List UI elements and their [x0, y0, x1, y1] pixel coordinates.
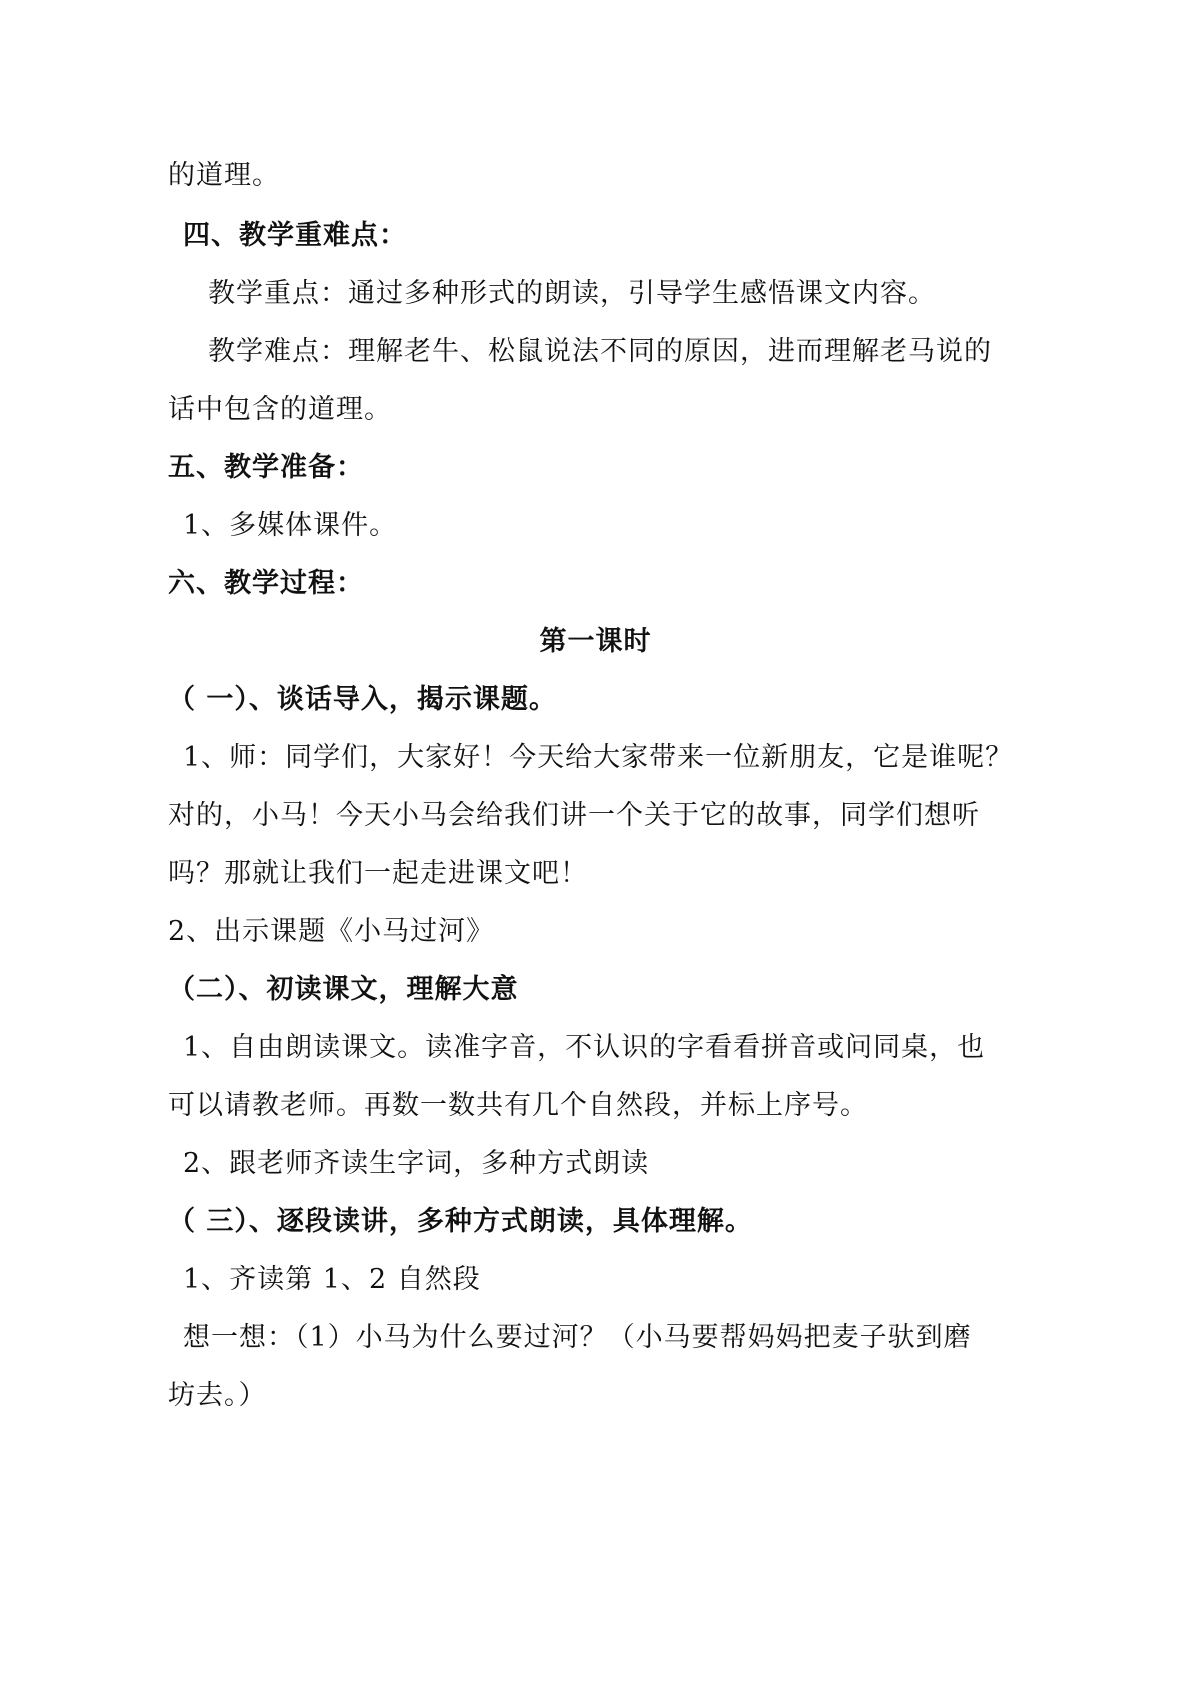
continuation-text: 的道理。 — [168, 160, 280, 191]
section-5-heading: 五、教学准备： — [168, 452, 364, 483]
teaching-focus: 教学重点：通过多种形式的朗读，引导学生感悟课文内容。 — [208, 278, 936, 309]
part-3-think-line1: 想一想：（1）小马为什么要过河？（小马要帮妈妈把麦子驮到磨 — [183, 1322, 972, 1353]
part-1-item-1-line2: 对的，小马！今天小马会给我们讲一个关于它的故事，同学们想听 — [168, 800, 980, 831]
part-3-heading: （ 三）、逐段读讲，多种方式朗读，具体理解。 — [168, 1206, 753, 1237]
part-1-item-1-line3: 吗？那就让我们一起走进课文吧！ — [168, 858, 588, 889]
part-3-item-1: 1、齐读第 1、2 自然段 — [183, 1264, 481, 1295]
section-4-heading: 四、教学重难点： — [183, 220, 407, 251]
part-1-item-1-line1: 1、师：同学们，大家好！今天给大家带来一位新朋友，它是谁呢？ — [183, 742, 1014, 773]
part-3-think-line2: 坊去。） — [168, 1380, 267, 1411]
part-1-heading: （ 一）、谈话导入，揭示课题。 — [168, 684, 557, 715]
part-2-item-2: 2、跟老师齐读生字词，多种方式朗读 — [183, 1148, 650, 1179]
part-1-item-2: 2、出示课题《小马过河》 — [168, 916, 495, 947]
teaching-difficulty-line1: 教学难点：理解老牛、松鼠说法不同的原因，进而理解老马说的 — [208, 336, 992, 367]
part-2-item-1-line2: 可以请教老师。再数一数共有几个自然段，并标上序号。 — [168, 1090, 868, 1121]
part-2-heading: （二）、初读课文，理解大意 — [168, 974, 519, 1005]
section-6-heading: 六、教学过程： — [168, 568, 364, 599]
part-2-item-1-line1: 1、自由朗读课文。读准字音，不认识的字看看拼音或问同桌，也 — [183, 1032, 986, 1063]
preparation-item-1: 1、多媒体课件。 — [183, 510, 398, 541]
lesson-title: 第一课时 — [539, 626, 652, 657]
teaching-difficulty-line2: 话中包含的道理。 — [168, 394, 392, 425]
